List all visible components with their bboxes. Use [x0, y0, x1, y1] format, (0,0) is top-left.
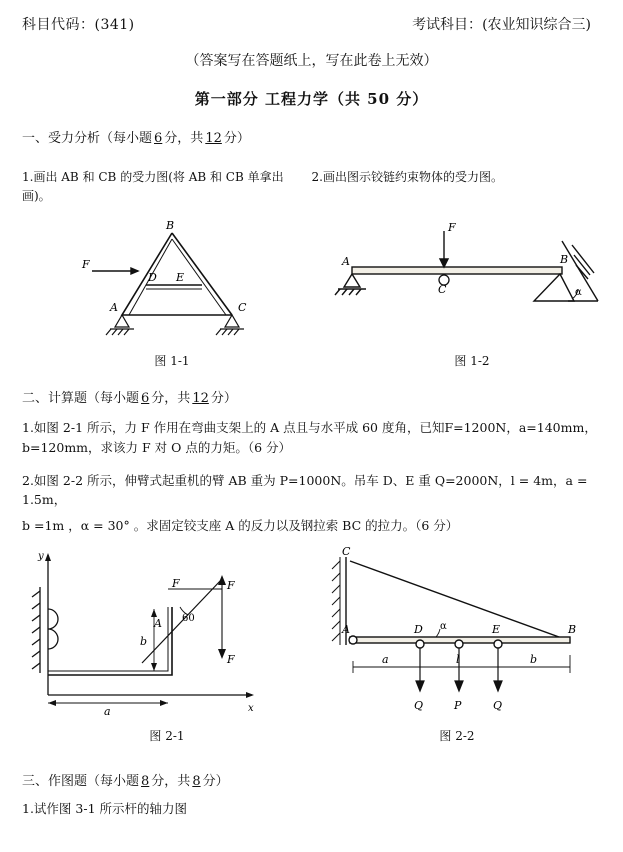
section-3 [22, 770, 601, 818]
figure-1-1-container [22, 215, 322, 369]
subject-code-label: 科目代码： [22, 17, 95, 33]
svg-text:b: b [140, 635, 148, 649]
svg-text:E: E [492, 623, 501, 637]
svg-text:F: F [172, 577, 180, 591]
svg-text:D: D [148, 271, 157, 285]
subject-code-group [22, 14, 135, 34]
section-2-q2 [22, 471, 601, 535]
section-1-score2: 12 [205, 131, 222, 146]
svg-text:F: F [227, 653, 235, 667]
exam-subject-label: 考试科目： [412, 17, 483, 33]
svg-text:60: 60 [182, 613, 195, 625]
figure-2-2-container [312, 545, 602, 744]
svg-text:B: B [568, 623, 577, 637]
section-2-score2: 12 [192, 391, 209, 407]
svg-text:A: A [110, 301, 118, 315]
figure-2-2 [312, 545, 602, 725]
section-2-score1: 6 [141, 391, 150, 407]
svg-text:y: y [38, 551, 44, 563]
exam-subject-value: (农业知识综合三) [482, 17, 591, 33]
answer-note: （答案写在答题纸上，写在此卷上无效） [185, 53, 438, 69]
svg-text:P: P [454, 699, 462, 713]
section-2-q2-line1: 2.如图 2-2 所示，伸臂式起重机的臂 AB 重为 P=1000N。吊车 D、E 重 Q=2000N，l = 4m，a = 1.5m， [22, 472, 588, 508]
svg-text:x: x [248, 703, 254, 715]
figure-2-1-container [22, 545, 312, 744]
section-1-prefix: 一、受力分析（每小题 [22, 131, 153, 146]
svg-text:C: C [238, 301, 247, 315]
figure-1-2-container [322, 215, 622, 369]
svg-text:B: B [560, 253, 569, 267]
figure-2-1 [22, 545, 312, 725]
svg-text:α: α [575, 287, 582, 299]
figure-2-1-label: 图 2-1 [149, 729, 185, 744]
svg-text:A: A [342, 623, 350, 637]
svg-text:F: F [448, 221, 456, 235]
svg-text:C: C [438, 283, 447, 297]
figure-1-2-label: 图 1-2 [454, 354, 490, 369]
svg-text:A: A [154, 617, 162, 631]
section-1-q1-text: 1.画出 AB 和 CB 的受力图(将 AB 和 CB 单拿出画)。 [22, 170, 284, 203]
section-2-prefix: 二、计算题（每小题 [22, 391, 140, 407]
svg-text:Q: Q [414, 699, 424, 713]
header-row [22, 14, 601, 34]
svg-text:D: D [414, 623, 423, 637]
exam-subject-group [412, 14, 591, 34]
section-3-heading [22, 770, 601, 789]
section-3-score1: 8 [141, 774, 150, 790]
section-1-score1: 6 [154, 131, 163, 146]
section-2-mid: 分，共 [151, 391, 191, 407]
part-title: 第一部分 工程力学（共 50 分） [194, 90, 429, 108]
figure-2-2-label: 图 2-2 [439, 729, 475, 744]
svg-text:F: F [227, 579, 235, 593]
section-1-mid: 分，共 [164, 131, 204, 146]
section-3-score2: 8 [192, 774, 201, 790]
subject-code-value: (341) [94, 17, 135, 33]
section-3-q1-text: 1.试作图 3-1 所示杆的轴力图 [22, 801, 188, 817]
svg-text:Q: Q [493, 699, 503, 713]
section-2-suffix: 分） [210, 391, 237, 407]
section-1-suffix: 分） [223, 131, 250, 146]
section-2-q2-line2: b =1m ，α = 30° 。求固定铰支座 A 的反力以及钢拉索 BC 的拉力。（6 分） [22, 517, 459, 533]
svg-text:C: C [342, 545, 351, 559]
section-2-q1-text: 1.如图 2-1 所示，力 F 作用在弯曲支架上的 A 点且与水平成 60 度角，已知F=1200N，a=140mm，b=120mm，求该力 F 对 O 点的力矩。（6 分） [22, 420, 597, 455]
section-1-q2-col [312, 156, 602, 205]
section-3-prefix: 三、作图题（每小题 [22, 774, 140, 790]
svg-text:b: b [530, 653, 538, 667]
section-1-heading [22, 127, 601, 146]
section-1-q1-col [22, 156, 312, 205]
svg-text:α: α [440, 621, 447, 633]
svg-text:a: a [104, 705, 111, 719]
figure-1-1-label: 图 1-1 [154, 354, 190, 369]
figure-1-1 [22, 215, 322, 350]
svg-text:B: B [166, 219, 175, 233]
section-2-heading [22, 387, 601, 406]
section-1-figures [22, 215, 601, 369]
svg-text:F: F [82, 258, 90, 272]
figure-1-2 [322, 215, 622, 350]
svg-text:l: l [456, 653, 460, 667]
section-1-q2-text: 2.画出图示铰链约束物体的受力图。 [311, 170, 503, 184]
svg-text:a: a [382, 653, 389, 667]
section-3-mid: 分，共 [151, 774, 191, 790]
section-1-questions [22, 156, 601, 205]
svg-text:A: A [342, 255, 350, 269]
section-3-suffix: 分） [202, 774, 229, 790]
svg-text:E: E [176, 271, 185, 285]
section-2-figures [22, 545, 601, 744]
